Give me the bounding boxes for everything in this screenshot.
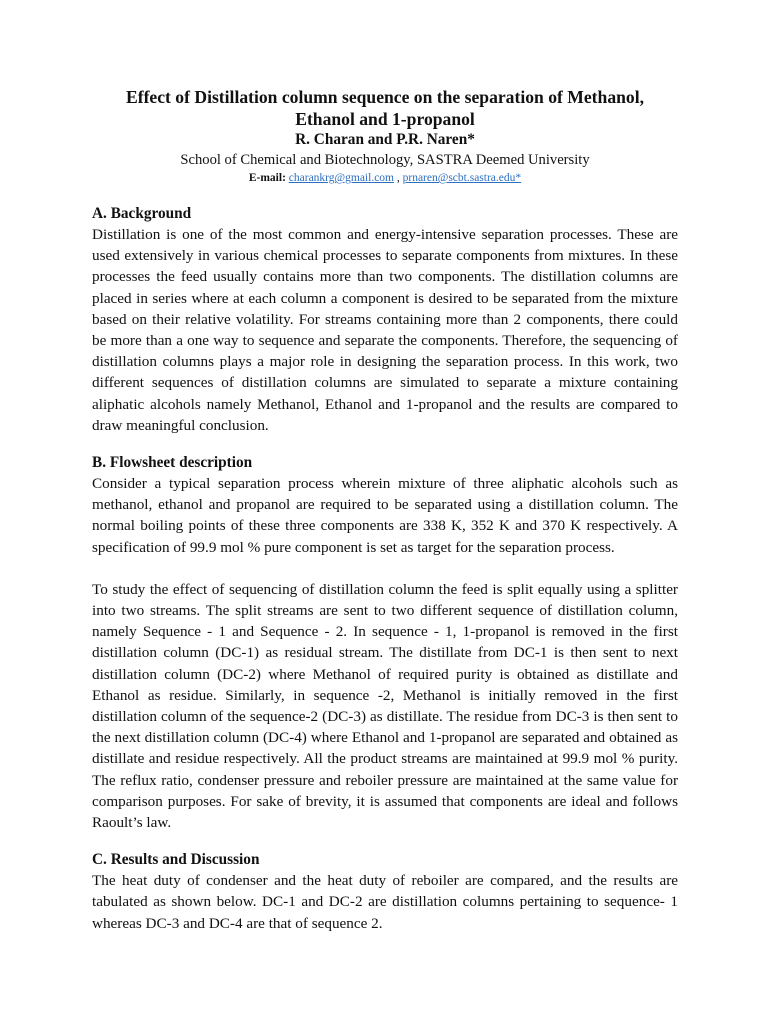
section-heading-results: C. Results and Discussion — [92, 851, 260, 869]
email-separator: , — [394, 172, 403, 184]
paragraph: The heat duty of condenser and the heat duty of reboiler are compared, and the results are tabulated as shown below. DC-1 and DC-2 are distillation columns pertaining to sequence- 1 whereas DC-3 and DC-4 are that of sequence 2. — [92, 872, 678, 932]
document-title — [92, 86, 678, 130]
section-flowsheet-description — [92, 453, 678, 833]
paragraph: To study the effect of sequencing of distillation column the feed is split equally using a splitter into two streams. The split streams are sent to two different sequence of distillation column, namely Sequence - 1 and Sequence - 2. In sequence - 1, 1-propanol is removed in the first distillation column (DC-1) as residual stream. The distillate from DC-1 is then sent to next distillation column (DC-2) where Methanol of required purity is obtained as distillate and Ethanol as residue. Similarly, in sequence -2, Methanol is initially removed in the first distillation column of the sequence-2 (DC-3) as distillate. The residue from DC-3 is then sent to the next distillation column (DC-4) where Ethanol and 1-propanol are separated and obtained as distillate and residue respectively. All the product streams are maintained at 99.9 mol % purity. The reflux ratio, condenser pressure and reboiler pressure are maintained at the same value for comparison purposes. For sake of brevity, it is assumed that components are ideal and follows Raoult’s law. — [92, 580, 678, 832]
affiliation: School of Chemical and Biotechnology, SASTRA Deemed University — [180, 152, 590, 168]
email-link-naren[interactable]: prnaren@scbt.sastra.edu* — [402, 172, 522, 184]
section-results-discussion — [92, 850, 678, 934]
paragraph: Consider a typical separation process wherein mixture of three aliphatic alcohols such as methanol, ethanol and propanol are required to be separated using a distillation column. The normal boiling points of these three components are 338 K, 352 K and 370 K respectively. A specification of 99.9 mol % pure component is set as target for the separation process. — [92, 475, 678, 556]
document-page — [92, 86, 678, 934]
paragraph: Distillation is one of the most common and energy-intensive separation processes. These are used extensively in various chemical processes to separate components from mixtures. In these processes the feed usually contains more than two components. The distillation columns are placed in series where at each column a component is desired to be separated from the mixture based on their relative volatility. For streams containing more than 2 components, there could be more than a one way to sequence and separate the components. Therefore, the sequencing of distillation columns plays a major role in designing the separation process. In this work, two different sequences of distillation columns are simulated to separate a mixture containing aliphatic alcohols namely Methanol, Ethanol and 1-propanol and the results are compared to draw meaningful conclusion. — [92, 226, 678, 434]
email-label: E-mail: — [248, 172, 286, 184]
title-line-1: Effect of Distillation column sequence on the separation of Methanol, — [125, 87, 644, 107]
email-link-charan[interactable]: charankrg@gmail.com — [288, 172, 394, 184]
authors: R. Charan and P.R. Naren* — [295, 131, 475, 148]
section-heading-flowsheet: B. Flowsheet description — [92, 454, 253, 472]
email-line — [92, 170, 678, 187]
section-background — [92, 204, 678, 436]
title-line-2: Ethanol and 1-propanol — [295, 109, 475, 129]
section-heading-background: A. Background — [92, 205, 192, 222]
